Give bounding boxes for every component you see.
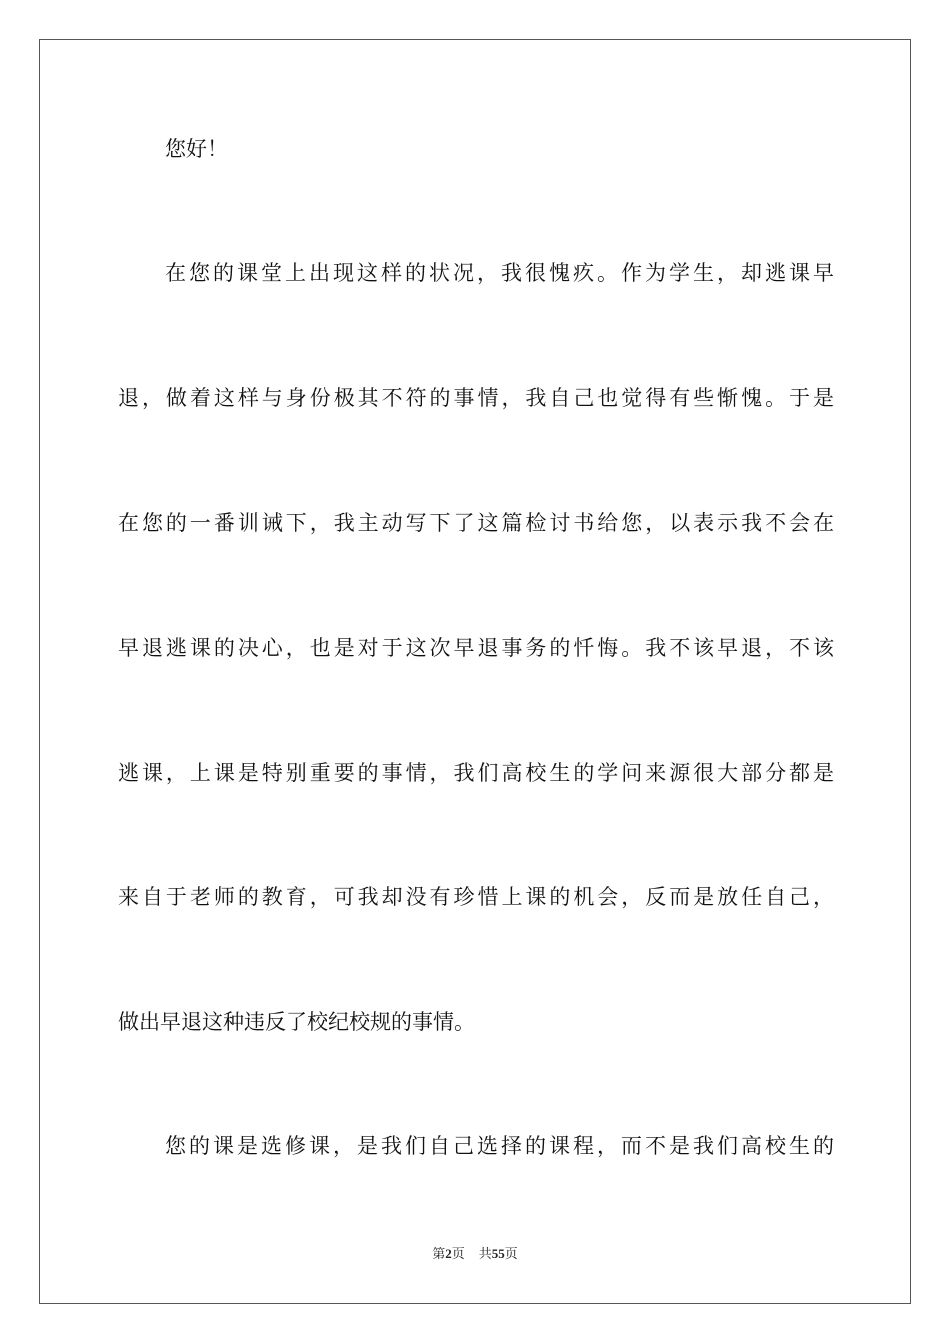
total-pages: 55 (491, 1246, 505, 1261)
paragraph-line: 逃课，上课是特别重要的事情，我们高校生的学问来源很大部分都是 (118, 761, 834, 785)
paragraph-line: 您的课是选修课，是我们自己选择的课程，而不是我们高校生的 (165, 1134, 834, 1158)
paragraph-line: 早退逃课的决心，也是对于这次早退事务的忏悔。我不该早退，不该 (118, 636, 834, 660)
page-number: 2 (445, 1246, 452, 1261)
page-border (39, 39, 911, 1304)
greeting-line: 您好！ (165, 137, 228, 161)
total-suffix: 页 (504, 1246, 518, 1261)
page-suffix: 页 (451, 1246, 465, 1261)
page-prefix: 第 (432, 1246, 446, 1261)
total-prefix: 共 (478, 1246, 492, 1261)
paragraph-line: 来自于老师的教育，可我却没有珍惜上课的机会，反而是放任自己， (118, 885, 834, 909)
paragraph-line: 在您的一番训诫下，我主动写下了这篇检讨书给您，以表示我不会在 (118, 511, 834, 535)
paragraph-line: 在您的课堂上出现这样的状况，我很愧疚。作为学生，却逃课早 (165, 261, 834, 285)
page-footer (0, 1244, 950, 1264)
paragraph-line: 做出早退这种违反了校纪校规的事情。 (118, 1010, 475, 1034)
paragraph-line: 退，做着这样与身份极其不符的事情，我自己也觉得有些惭愧。于是 (118, 386, 834, 410)
